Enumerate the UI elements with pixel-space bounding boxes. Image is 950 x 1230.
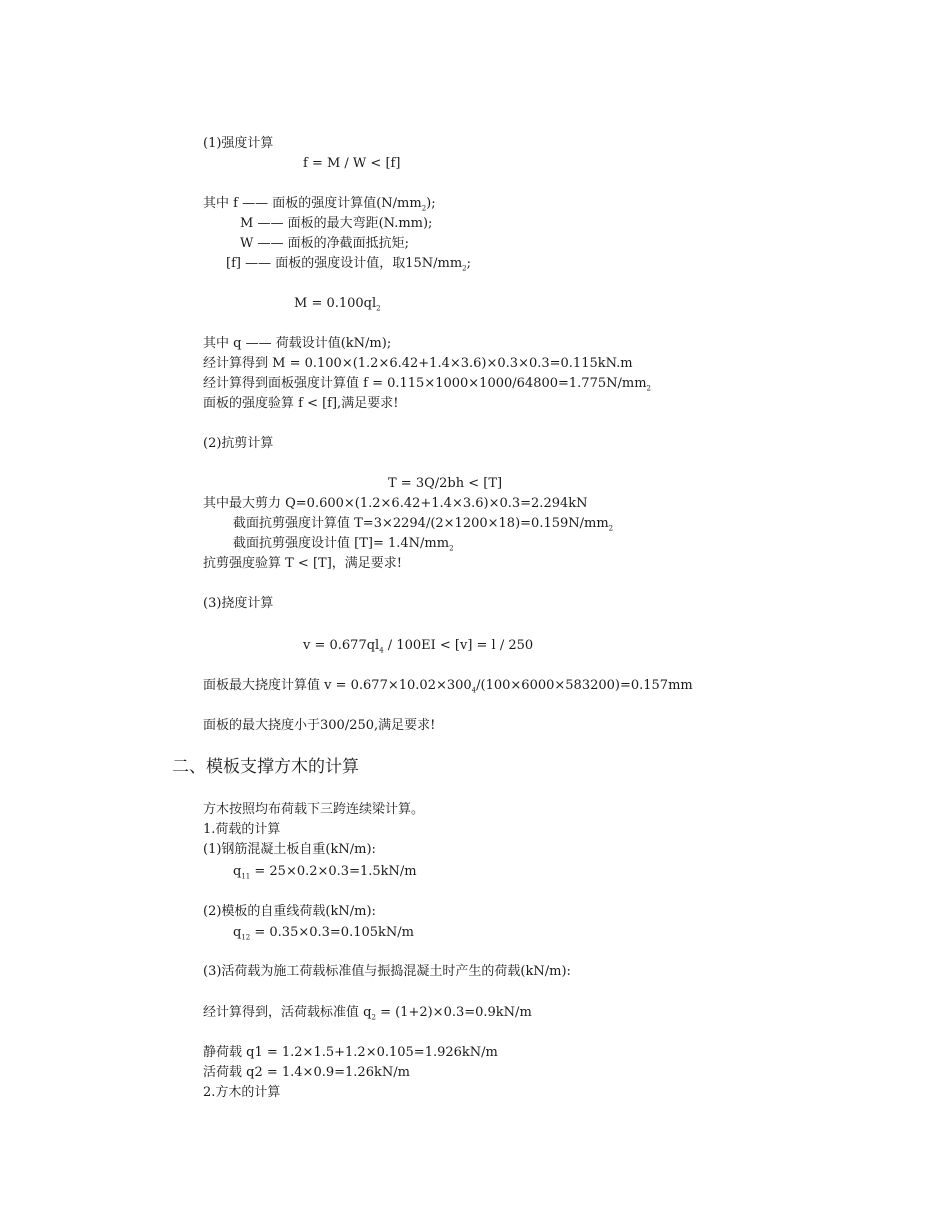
shear-heading: (2)抗剪计算 bbox=[203, 436, 274, 451]
calc-M-line: 经计算得到 M = 0.100×(1.2×6.42+1.4×3.6)×0.3×0.3=0.115kN.m bbox=[203, 356, 633, 371]
design-T-line bbox=[233, 536, 454, 557]
section2-title: 二、模板支撑方木的计算 bbox=[172, 757, 359, 777]
calc-T-sub: 2 bbox=[608, 524, 614, 533]
deflection-calc bbox=[203, 678, 693, 699]
where-fd-sub: 2 bbox=[462, 264, 467, 273]
q12-sub: 12 bbox=[241, 933, 251, 942]
section2-intro: 方木按照均布荷载下三跨连续梁计算。 bbox=[203, 802, 425, 817]
q11-line bbox=[233, 864, 417, 885]
formwork-heading: (2)模板的自重线荷载(kN/m): bbox=[203, 904, 376, 919]
shear-check: 抗剪强度验算 T < [T]，满足要求! bbox=[203, 556, 402, 571]
strength-formula: f = M / W < [f] bbox=[303, 156, 401, 171]
calc-f-sub: 2 bbox=[646, 384, 651, 393]
m-formula bbox=[294, 296, 381, 317]
deflection-calc-a: 面板最大挠度计算值 v = 0.677×10.02×300 bbox=[203, 678, 472, 693]
strength-check: 面板的强度验算 f < [f],满足要求! bbox=[203, 396, 399, 411]
live-heading: (3)活荷载为施工荷载标准值与振捣混凝土时产生的荷载(kN/m): bbox=[203, 964, 571, 979]
design-T-text: 截面抗剪强度设计值 [T]= 1.4N/mm bbox=[233, 536, 450, 551]
deflection-calc-sub: 4 bbox=[471, 686, 477, 695]
q12-sym: q bbox=[233, 925, 242, 940]
strength-heading: (1)强度计算 bbox=[203, 136, 274, 151]
design-T-sub: 2 bbox=[449, 544, 454, 553]
deflection-formula-sub: 4 bbox=[379, 646, 384, 655]
max-shear-line: 其中最大剪力 Q=0.600×(1.2×6.42+1.4×3.6)×0.3=2.294kN bbox=[203, 496, 588, 511]
deflection-formula bbox=[303, 638, 533, 659]
live-calc-sub: 2 bbox=[371, 1013, 376, 1022]
live-calc-b: = (1+2)×0.3=0.9kN/m bbox=[375, 1005, 532, 1020]
deflection-check: 面板的最大挠度小于300/250,满足要求! bbox=[203, 718, 436, 733]
m-formula-text: M = 0.100ql bbox=[294, 296, 377, 311]
deflection-heading: (3)挠度计算 bbox=[203, 596, 274, 611]
where-fd-end: ; bbox=[466, 256, 472, 271]
live-calc bbox=[203, 1005, 532, 1026]
q11-sub: 11 bbox=[241, 872, 251, 881]
calc-T-text: 截面抗剪强度计算值 T=3×2294/(2×1200×18)=0.159N/mm bbox=[233, 516, 609, 531]
shear-formula: T = 3Q/2bh < [T] bbox=[388, 476, 503, 491]
self-weight-heading: (1)钢筋混凝土板自重(kN/m): bbox=[203, 842, 376, 857]
where-f-end: ); bbox=[426, 196, 436, 211]
where-W-line: W —— 面板的净截面抵抗矩; bbox=[240, 236, 410, 251]
load-heading: 1.荷载的计算 bbox=[203, 822, 281, 837]
where-f-text: 其中 f —— 面板的强度计算值(N/mm bbox=[203, 196, 422, 211]
calc-f-line bbox=[203, 376, 651, 397]
where-q-line: 其中 q —— 荷载设计值(kN/m); bbox=[203, 336, 392, 351]
q11-sym: q bbox=[233, 864, 242, 879]
calc-f-text: 经计算得到面板强度计算值 f = 0.115×1000×1000/64800=1.775N/mm bbox=[203, 376, 647, 391]
q11-expr: = 25×0.2×0.3=1.5kN/m bbox=[250, 864, 417, 879]
where-f-line bbox=[203, 196, 436, 217]
deflection-formula-b: / 100EI < [v] = l / 250 bbox=[383, 638, 534, 653]
calc-T-line bbox=[233, 516, 613, 537]
q12-expr: = 0.35×0.3=0.105kN/m bbox=[250, 925, 414, 940]
where-fd-text: [f] —— 面板的强度设计值，取15N/mm bbox=[226, 256, 463, 271]
q12-line bbox=[233, 925, 414, 946]
deflection-calc-b: /(100×6000×583200)=0.157mm bbox=[476, 678, 693, 693]
where-fd-line bbox=[226, 256, 471, 277]
where-f-sub: 2 bbox=[421, 204, 427, 213]
timber-heading: 2.方木的计算 bbox=[203, 1085, 281, 1100]
live-calc-a: 经计算得到，活荷载标准值 q bbox=[203, 1005, 372, 1020]
live-load-line: 活荷载 q2 = 1.4×0.9=1.26kN/m bbox=[203, 1065, 410, 1080]
static-load-line: 静荷载 q1 = 1.2×1.5+1.2×0.105=1.926kN/m bbox=[203, 1045, 498, 1060]
deflection-formula-a: v = 0.677ql bbox=[303, 638, 380, 653]
where-M-line: M —— 面板的最大弯距(N.mm); bbox=[240, 216, 433, 231]
m-formula-sub: 2 bbox=[376, 304, 381, 313]
